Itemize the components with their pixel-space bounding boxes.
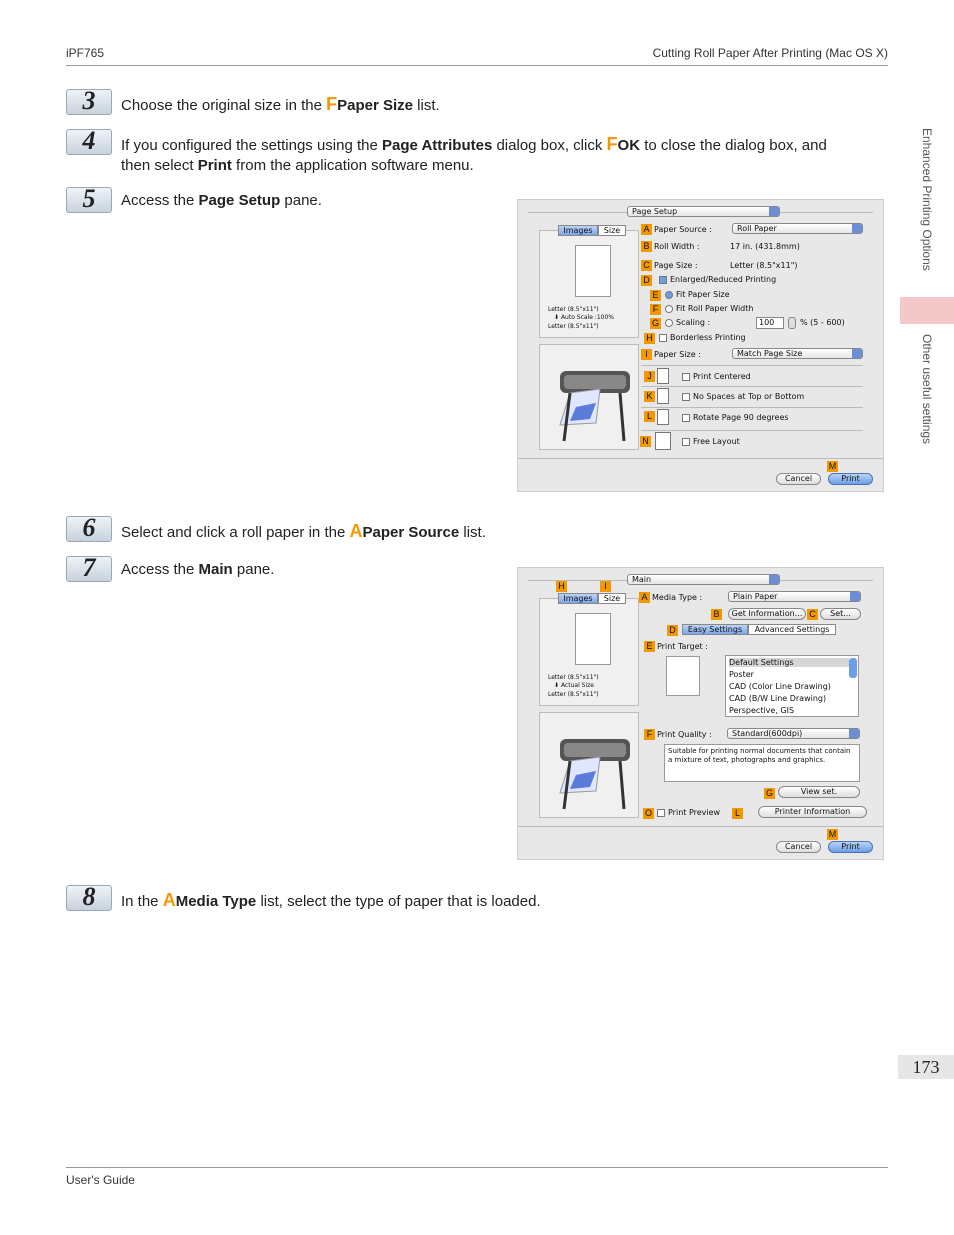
print-target-item[interactable]: Default Settings: [729, 658, 849, 667]
scaling-range: % (5 - 600): [800, 318, 845, 327]
side-section-other: Other useful settings: [920, 334, 934, 445]
label-g: G: [651, 318, 659, 328]
label-l: L: [644, 411, 655, 422]
arrow-down-icon: ⬇: [554, 682, 561, 689]
header-rule: [66, 65, 888, 66]
borderless-checkbox[interactable]: Borderless Printing: [659, 333, 746, 342]
preview-scale: ⬇ Actual Size: [554, 682, 594, 689]
label-c: C: [807, 609, 818, 620]
print-target-item[interactable]: CAD (B/W Line Drawing): [729, 694, 827, 703]
footer-text: User's Guide: [66, 1173, 135, 1187]
step-number-7: 7: [66, 556, 112, 582]
scaling-radio[interactable]: Scaling :: [665, 318, 710, 327]
set-button[interactable]: Set...: [820, 608, 861, 620]
print-button[interactable]: Print: [828, 841, 873, 853]
page-size-value: Letter (8.5"x11"): [730, 261, 798, 270]
label-a: A: [639, 592, 650, 603]
label-h: H: [644, 333, 655, 344]
step-4-text: If you configured the settings using the Page Attributes dialog box, click FOK to close the dialog box, and then select Print from the application software menu.: [121, 134, 827, 174]
step-number-6: 6: [66, 516, 112, 542]
step-5-text: Access the Page Setup pane.: [121, 192, 322, 209]
cancel-button[interactable]: Cancel: [776, 841, 821, 853]
step-number-8: 8: [66, 885, 112, 911]
scaling-input[interactable]: 100: [756, 317, 784, 329]
rotate-icon: [657, 409, 669, 425]
quality-description: Suitable for printing normal documents that contain a mixture of text, photographs and graphics.: [664, 744, 860, 782]
label-e: E: [644, 641, 655, 652]
print-quality-label: Print Quality :: [657, 730, 712, 739]
label-d: D: [667, 625, 678, 636]
step-number-3: 3: [66, 89, 112, 115]
paper-size-select[interactable]: Match Page Size: [732, 348, 863, 359]
label-b: B: [641, 241, 652, 252]
label-c: C: [641, 260, 652, 271]
label-e: E: [650, 290, 661, 301]
print-target-label: Print Target :: [657, 642, 708, 651]
header-model: iPF765: [66, 46, 105, 60]
label-a: A: [641, 224, 652, 235]
preview-panel: [539, 230, 639, 338]
step-number-5: 5: [66, 187, 112, 213]
page-size-label: Page Size :: [654, 261, 698, 270]
label-g: G: [765, 788, 773, 798]
printer-icon: [540, 345, 640, 451]
step-6-text: Select and click a roll paper in the APaper Source list.: [121, 521, 486, 541]
no-spaces-checkbox[interactable]: No Spaces at Top or Bottom: [682, 392, 804, 401]
tab-easy-settings[interactable]: Easy Settings: [682, 624, 748, 635]
page-number: 173: [898, 1055, 954, 1079]
preview-page: [575, 245, 611, 297]
get-information-button[interactable]: Get Information...: [728, 608, 806, 620]
label-b: B: [711, 609, 722, 620]
print-target-item[interactable]: Poster: [729, 670, 754, 679]
enlarged-checkbox[interactable]: Enlarged/Reduced Printing: [659, 275, 776, 284]
step-number-4: 4: [66, 129, 112, 155]
pane-select[interactable]: Main: [627, 574, 780, 585]
paper-size-label: Paper Size :: [654, 350, 701, 359]
pane-select[interactable]: Page Setup: [627, 206, 780, 217]
tab-images[interactable]: Images: [558, 593, 598, 604]
label-f: F: [650, 304, 661, 315]
scaling-stepper[interactable]: [788, 317, 796, 329]
print-button[interactable]: Print: [828, 473, 873, 485]
footer-rule: [66, 1167, 888, 1168]
step-7-text: Access the Main pane.: [121, 561, 275, 578]
roll-width-label: Roll Width :: [654, 242, 700, 251]
label-d: D: [641, 275, 652, 286]
header-title: Cutting Roll Paper After Printing (Mac OS X): [652, 46, 888, 60]
label-l: L: [732, 808, 743, 819]
printer-icon: [540, 713, 640, 819]
print-centered-checkbox[interactable]: Print Centered: [682, 372, 751, 381]
label-m: M: [828, 461, 837, 471]
preview-size-2: Letter (8.5"x11"): [548, 691, 599, 698]
label-m: M: [828, 829, 837, 839]
preview-panel: [539, 598, 639, 706]
paper-source-select[interactable]: Roll Paper: [732, 223, 863, 234]
preview-size-2: Letter (8.5"x11"): [548, 323, 599, 330]
tab-size[interactable]: Size: [598, 225, 626, 236]
print-target-icon: [666, 656, 700, 696]
label-o: O: [644, 808, 652, 818]
step-8-text: In the AMedia Type list, select the type of paper that is loaded.: [121, 890, 541, 910]
label-k: K: [644, 391, 655, 402]
free-layout-icon: [655, 432, 671, 450]
side-section-enhanced: Enhanced Printing Options: [920, 128, 934, 271]
label-j: J: [644, 371, 655, 382]
print-target-list[interactable]: [725, 655, 859, 717]
page-setup-dialog: [517, 199, 884, 492]
tab-size[interactable]: Size: [598, 593, 626, 604]
label-h: H: [556, 581, 567, 592]
label-i: I: [600, 581, 611, 592]
preview-size-1: Letter (8.5"x11"): [548, 674, 599, 681]
main-dialog: [517, 567, 884, 860]
list-scrollbar[interactable]: [849, 658, 857, 678]
label-n: N: [640, 436, 651, 447]
print-target-item[interactable]: CAD (Color Line Drawing): [729, 682, 831, 691]
preview-page: [575, 613, 611, 665]
label-i: I: [641, 349, 652, 360]
label-f: F: [644, 729, 655, 740]
media-type-select[interactable]: Plain Paper: [728, 591, 861, 602]
paper-source-label: Paper Source :: [654, 225, 712, 234]
fit-roll-radio[interactable]: Fit Roll Paper Width: [665, 304, 753, 313]
media-type-label: Media Type :: [652, 593, 703, 602]
printer-illustration-panel: [539, 344, 639, 450]
step-3-text: Choose the original size in the FPaper Size list.: [121, 94, 440, 114]
print-centered-icon: [657, 368, 669, 384]
tab-advanced-settings[interactable]: Advanced Settings: [748, 624, 836, 635]
side-marker: [900, 297, 954, 324]
rotate-checkbox[interactable]: Rotate Page 90 degrees: [682, 413, 789, 422]
preview-size-1: Letter (8.5"x11"): [548, 306, 599, 313]
cancel-button[interactable]: Cancel: [776, 473, 821, 485]
free-layout-checkbox[interactable]: Free Layout: [682, 437, 740, 446]
preview-scale: ⬇ Auto Scale :100%: [554, 314, 614, 321]
printer-illustration-panel: [539, 712, 639, 818]
fit-paper-radio[interactable]: Fit Paper Size: [665, 290, 730, 299]
view-set-button[interactable]: View set.: [778, 786, 860, 798]
print-quality-select[interactable]: Standard(600dpi): [727, 728, 860, 739]
arrow-down-icon: ⬇: [554, 314, 561, 321]
no-spaces-icon: [657, 388, 669, 404]
tab-images[interactable]: Images: [558, 225, 598, 236]
print-preview-checkbox[interactable]: Print Preview: [657, 808, 720, 817]
printer-information-button[interactable]: Printer Information: [758, 806, 867, 818]
roll-width-value: 17 in. (431.8mm): [730, 242, 800, 251]
print-target-item[interactable]: Perspective, GIS: [729, 706, 795, 715]
